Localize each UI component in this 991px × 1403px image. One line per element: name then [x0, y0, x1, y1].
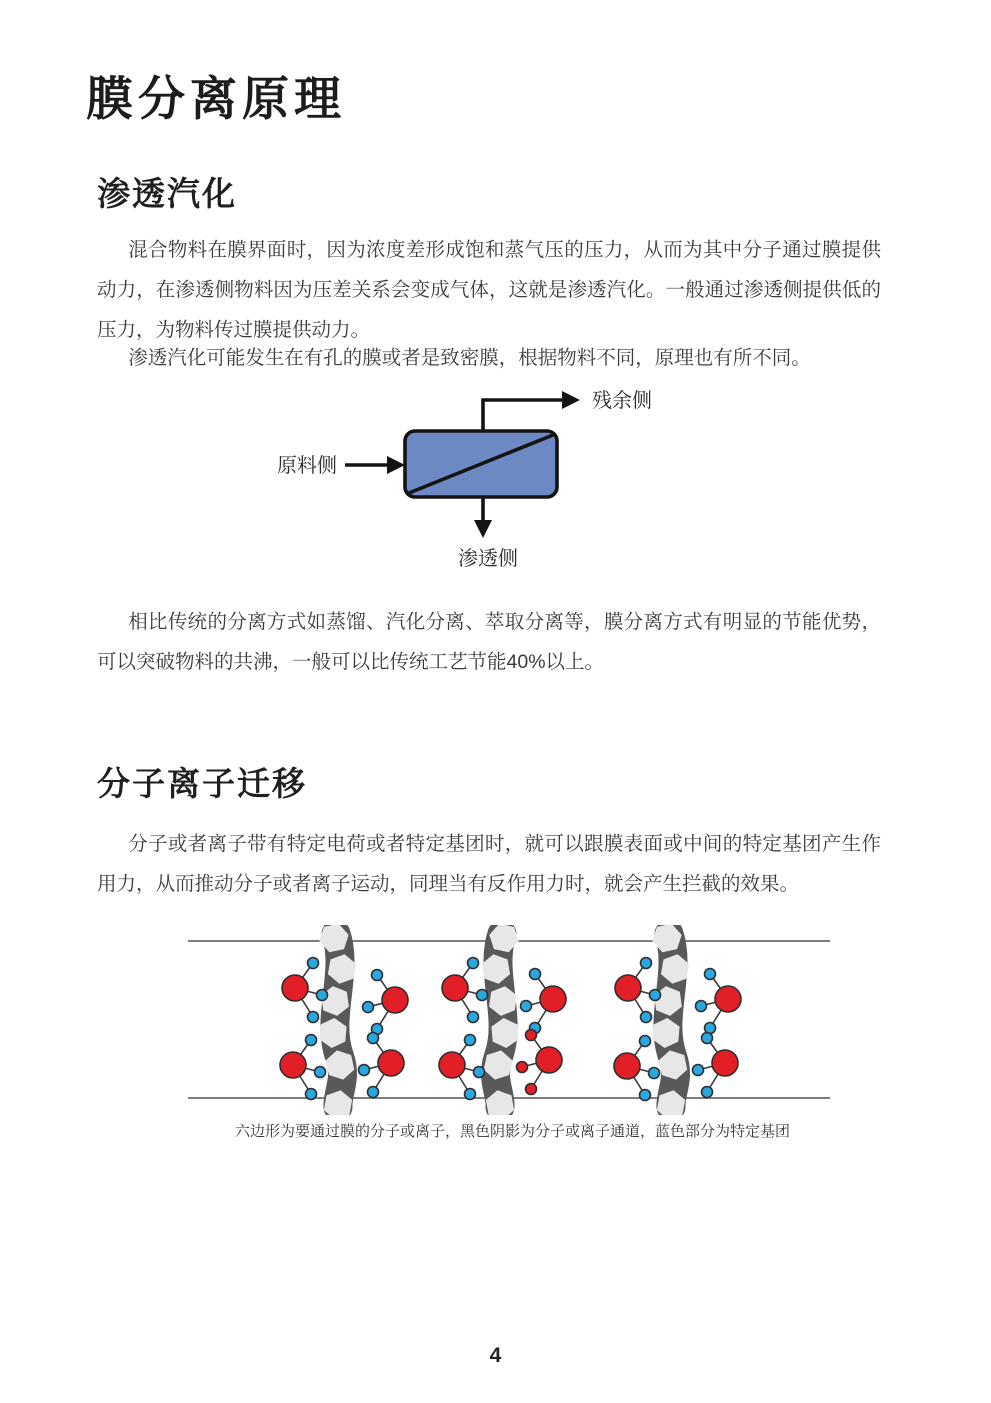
molecule [280, 1035, 326, 1100]
membrane-channel [481, 925, 521, 1115]
section-heading-ion-migration: 分子离子迁移 [97, 765, 307, 802]
membrane-channel [317, 925, 357, 1115]
membrane-channel-group-3 [614, 925, 741, 1115]
molecule [614, 1036, 660, 1101]
molecule-red-groups [517, 1030, 563, 1095]
permeate-arrowhead-icon [474, 520, 492, 538]
molecule [693, 1033, 739, 1098]
residue-arrowhead-icon [562, 391, 580, 409]
molecule [359, 1033, 405, 1098]
page-title: 膜分离原理 [86, 72, 346, 125]
molecule [363, 970, 409, 1035]
paragraph-ion-migration: 分子或者离子带有特定电荷或者特定基团时，就可以跟膜表面或中间的特定基团产生作用力，从而推动分子或者离子运动，同理当有反作用力时，就会产生拦截的效果。 [97, 833, 881, 895]
molecule [615, 958, 661, 1023]
membrane-channel-group-2 [439, 925, 566, 1115]
feed-side-label: 原料侧 [277, 455, 337, 477]
pervaporation-flow-diagram [262, 383, 682, 578]
diagram-caption: 六边形为要通过膜的分子或离子，黑色阴影为分子或离子通道，蓝色部分为特定基团 [234, 1123, 790, 1140]
feed-arrowhead-icon [387, 456, 405, 474]
page-number: 4 [489, 1344, 502, 1367]
paragraph-energy-saving: 相比传统的分离方式如蒸馏、汽化分离、萃取分离等，膜分离方式有明显的节能优势，可以突破物料的共沸，一般可以比传统工艺节能40%以上。 [97, 611, 881, 673]
membrane-channel-group-1 [280, 925, 408, 1115]
residue-side-label: 残余侧 [592, 390, 652, 412]
ion-migration-diagram [185, 925, 840, 1115]
residue-pipe-line [483, 400, 562, 431]
molecule [442, 958, 488, 1023]
permeate-side-label: 渗透侧 [458, 548, 518, 570]
membrane-channel [650, 925, 690, 1115]
paragraph-pervaporation-membrane-types: 渗透汽化可能发生在有孔的膜或者是致密膜，根据物料不同，原理也有所不同。 [128, 347, 811, 369]
molecule [439, 1035, 485, 1100]
molecule [521, 969, 567, 1034]
section-heading-pervaporation: 渗透汽化 [97, 175, 237, 212]
molecule [282, 958, 328, 1023]
paragraph-pervaporation-intro: 混合物料在膜界面时，因为浓度差形成饱和蒸气压的压力，从而为其中分子通过膜提供动力，在渗透侧物料因为压差关系会变成气体，这就是渗透汽化。一般通过渗透侧提供低的压力，为物料传过膜提供动力。 [97, 239, 881, 341]
molecule [696, 969, 742, 1034]
